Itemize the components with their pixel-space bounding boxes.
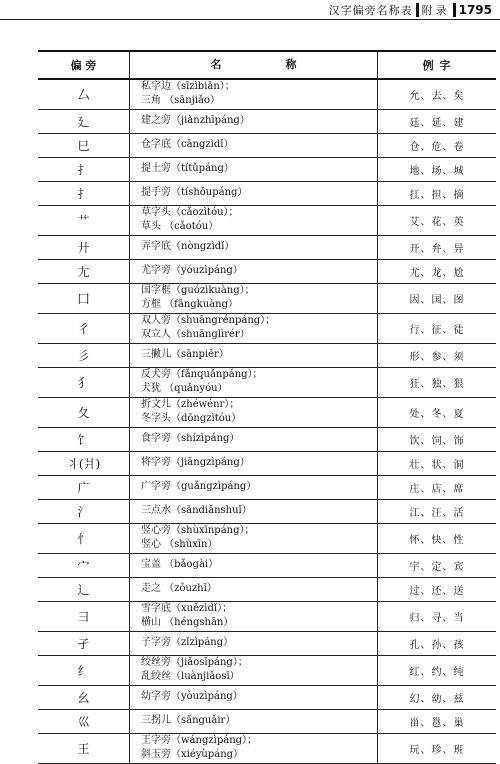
radical-cell: 丬(爿) [38, 451, 130, 475]
name-cell [130, 205, 378, 235]
example-cell: 开、弁、异 [378, 235, 497, 259]
name-cell [130, 451, 378, 475]
table-row [38, 109, 496, 133]
name-line: 横山 （héngshān） [141, 617, 234, 628]
example-cell: 因、国、图 [378, 283, 497, 313]
name-line: 仓字底（cāngzìdǐ） [141, 139, 234, 150]
example-cell: 仓、危、卷 [378, 133, 497, 157]
name-line: 私字边（sīzìbiān）； [141, 81, 235, 93]
radical-cell: 王 [38, 733, 130, 763]
radical-cell: 纟 [38, 655, 130, 685]
page-number: 1795 [458, 3, 492, 17]
table-row [38, 259, 496, 283]
table-row [38, 499, 496, 523]
name-cell [130, 397, 378, 427]
name-line: 雪字底（xuězìdǐ）； [141, 603, 233, 614]
name-line: 方框 （fāngkuàng） [141, 299, 238, 310]
radical-cell: 彐 [38, 601, 130, 631]
table-row [38, 205, 496, 235]
name-cell [130, 181, 378, 205]
name-line: 反犬旁（fǎnquǎnpáng）； [141, 369, 263, 380]
column-header-name-right: 称 [285, 58, 297, 71]
table-row [38, 451, 496, 475]
name-line: 三点水（sāndiǎnshuǐ） [141, 505, 252, 516]
name-line: 宝盖 （bǎogài） [141, 559, 219, 570]
column-header-example: 例 字 [378, 51, 497, 79]
table-body [38, 79, 496, 763]
name-cell [130, 133, 378, 157]
name-line: 双立人（shuānglìrér） [141, 329, 250, 340]
name-line: 幼字旁（yòuzìpáng） [141, 691, 243, 702]
name-line: 提手旁（tíshǒupáng） [141, 187, 248, 198]
name-cell [130, 733, 378, 763]
radical-cell: 宀 [38, 553, 130, 577]
radical-cell: 艹 [38, 205, 130, 235]
table-row [38, 577, 496, 601]
example-cell: 怀、快、性 [378, 523, 497, 553]
example-cell: 廷、延、建 [378, 109, 497, 133]
name-line: 弄字底（nòngzìdǐ） [141, 241, 235, 252]
example-cell: 幻、幼、兹 [378, 685, 497, 709]
name-cell [130, 283, 378, 313]
example-cell: 行、征、徒 [378, 313, 497, 343]
radical-cell: 彡 [38, 343, 130, 367]
name-line: 折文儿（zhéwénr）； [141, 399, 240, 410]
name-cell [130, 577, 378, 601]
radical-cell: 忄 [38, 523, 130, 553]
name-line: 草头 （cǎotóu） [141, 221, 219, 232]
radical-cell: 厶 [38, 79, 130, 109]
name-line: 三撇儿（sānpiěr） [141, 349, 229, 360]
name-cell [130, 475, 378, 499]
name-line: 冬字头（dōngzìtóu） [141, 413, 242, 424]
example-cell: 允、去、矣 [378, 79, 497, 109]
table-row [38, 601, 496, 631]
table-row [38, 685, 496, 709]
name-cell [130, 553, 378, 577]
name-cell [130, 367, 378, 397]
name-line: 三拐儿（sānguǎir） [141, 715, 236, 726]
name-line: 草字头（cǎozìtóu）； [141, 207, 239, 218]
name-cell [130, 343, 378, 367]
column-header-name [130, 51, 378, 79]
radical-cell: 孑 [38, 631, 130, 655]
radical-cell: 氵 [38, 499, 130, 523]
name-line: 建之旁（jiànzhīpáng） [141, 115, 250, 126]
name-cell [130, 427, 378, 451]
name-cell [130, 631, 378, 655]
example-cell: 过、还、送 [378, 577, 497, 601]
example-cell: 红、约、纯 [378, 655, 497, 685]
name-cell [130, 523, 378, 553]
table-header-row [38, 51, 496, 79]
radical-cell: 辶 [38, 577, 130, 601]
table-row [38, 79, 496, 109]
column-header-radical: 偏 旁 [38, 51, 130, 79]
name-line: 走之 （zǒuzhī） [141, 583, 217, 594]
name-line: 食字旁（shízìpáng） [141, 433, 240, 444]
name-cell [130, 655, 378, 685]
example-cell: 孔、孙、孩 [378, 631, 497, 655]
header-divider [453, 3, 456, 17]
example-cell: 江、汪、活 [378, 499, 497, 523]
name-line: 子字旁（zǐzìpáng） [141, 637, 234, 648]
table-row [38, 523, 496, 553]
example-cell: 艾、花、英 [378, 205, 497, 235]
radical-cell: 夂 [38, 397, 130, 427]
name-line: 尤字旁（yóuzìpáng） [141, 265, 243, 276]
name-line: 广字旁（guǎngzìpáng） [141, 481, 257, 492]
table-row [38, 313, 496, 343]
name-line: 将字旁（jiāngzìpáng） [141, 457, 250, 468]
table-row [38, 475, 496, 499]
table-row [38, 631, 496, 655]
example-cell: 壮、状、洞 [378, 451, 497, 475]
table-row [38, 709, 496, 733]
example-cell: 归、寻、当 [378, 601, 497, 631]
name-cell [130, 157, 378, 181]
name-line: 国字框（guózìkuàng）； [141, 285, 255, 296]
example-cell: 庄、店、席 [378, 475, 497, 499]
radical-cell: 尢 [38, 259, 130, 283]
table-row [38, 133, 496, 157]
name-line: 绞丝旁（jiǎosīpáng）； [141, 657, 248, 668]
name-cell [130, 259, 378, 283]
radical-cell: 饣 [38, 427, 130, 451]
example-cell: 处、冬、夏 [378, 397, 497, 427]
radical-cell: 扌 [38, 157, 130, 181]
example-cell: 尤、龙、尬 [378, 259, 497, 283]
example-cell: 甾、邕、巢 [378, 709, 497, 733]
header-rule [0, 19, 500, 20]
table-row [38, 397, 496, 427]
example-cell: 形、参、须 [378, 343, 497, 367]
name-cell [130, 601, 378, 631]
example-cell: 狂、独、狠 [378, 367, 497, 397]
name-line: 斜玉旁（xiéyùpáng） [141, 749, 244, 760]
example-cell: 扛、担、摘 [378, 181, 497, 205]
name-cell [130, 109, 378, 133]
example-cell: 宇、定、宾 [378, 553, 497, 577]
example-cell: 玩、珍、班 [378, 733, 497, 763]
name-cell [130, 499, 378, 523]
table-row [38, 235, 496, 259]
book-title: 汉字偏旁名称表 [328, 4, 413, 17]
name-line: 犬犹 （quǎnyóu） [141, 383, 228, 394]
column-header-name-left: 名 [210, 58, 222, 71]
name-line: 竖心旁（shùxīnpáng）； [141, 525, 255, 536]
radical-cell: 广 [38, 475, 130, 499]
radical-cell: 巳 [38, 133, 130, 157]
table-row [38, 181, 496, 205]
example-cell: 地、场、城 [378, 157, 497, 181]
header-divider [416, 3, 419, 17]
radical-cell: 犭 [38, 367, 130, 397]
name-line: 乱绞丝（luànjiǎosī） [141, 671, 240, 682]
name-line: 王字旁（wángzìpáng）； [141, 735, 258, 746]
name-line: 双人旁（shuāngrénpáng）； [141, 315, 276, 326]
table-row [38, 343, 496, 367]
radical-cell: 扌 [38, 181, 130, 205]
radical-names-table [38, 50, 496, 764]
section-title: 附录 [421, 4, 450, 17]
example-cell: 饮、饲、饰 [378, 427, 497, 451]
name-cell [130, 235, 378, 259]
table-row [38, 367, 496, 397]
table-row [38, 283, 496, 313]
radical-cell: 巛 [38, 709, 130, 733]
name-line: 竖心 （shùxīn） [141, 539, 218, 550]
name-cell [130, 79, 378, 109]
name-line: 三角 （sānjiǎo） [141, 95, 220, 107]
table-row [38, 733, 496, 763]
running-header [0, 0, 500, 22]
name-cell [130, 685, 378, 709]
radical-cell: 幺 [38, 685, 130, 709]
table-row [38, 427, 496, 451]
name-line: 提土旁（títǔpáng） [141, 163, 234, 174]
radical-cell: 廴 [38, 109, 130, 133]
table-row [38, 655, 496, 685]
name-cell [130, 709, 378, 733]
radical-cell: 彳 [38, 313, 130, 343]
radical-cell: 廾 [38, 235, 130, 259]
table-row [38, 553, 496, 577]
name-cell [130, 313, 378, 343]
table-row [38, 157, 496, 181]
radical-cell: 囗 [38, 283, 130, 313]
